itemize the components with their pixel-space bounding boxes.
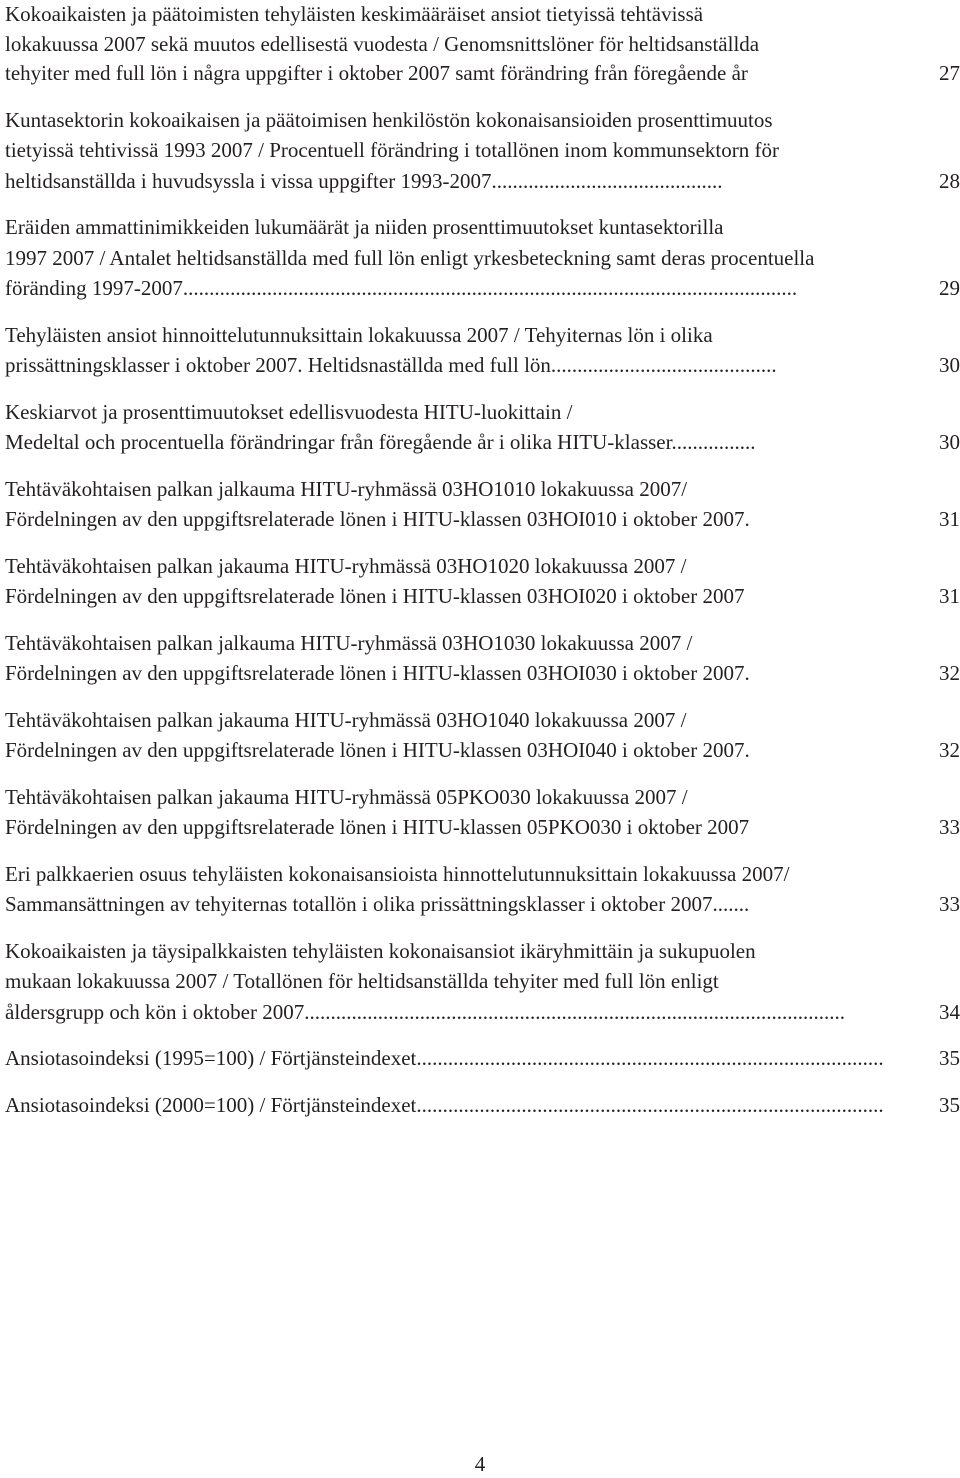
- toc-page-number: 28: [939, 168, 960, 193]
- toc-entry-line: Ansiotasoindeksi (1995=100) / Förtjänsteindexet: [5, 1046, 417, 1070]
- toc-entry-line: Fördelningen av den uppgiftsrelaterade lönen i HITU-klassen 03HOI040 i oktober 2007.: [5, 738, 750, 762]
- toc-entry: [5, 105, 960, 197]
- toc-entry-line: Fördelningen av den uppgiftsrelaterade lönen i HITU-klassen 03HOI030 i oktober 2007.: [5, 661, 750, 685]
- toc-entry-line: tietyissä tehtivissä 1993 2007 / Procentuell förändring i totallönen inom kommunsektorn för: [5, 138, 779, 162]
- toc-page-number: 33: [939, 892, 960, 916]
- dot-leader: ....................................................................................................................: [188, 276, 798, 300]
- toc-entry-line: 1997 2007 / Antalet heltidsanställda med full lön enligt yrkesbeteckning samt deras procentuella: [5, 245, 815, 270]
- toc-entry-line: Eräiden ammattinimikkeiden lukumäärät ja niiden prosenttimuutokset kuntasektorilla: [5, 215, 724, 239]
- toc-entry-line: Kokoaikaisten ja täysipalkkaisten tehyläisten kokonaisansiot ikäryhmittäin ja sukupuolen: [5, 938, 756, 963]
- toc-page-number: 30: [939, 430, 960, 454]
- toc-entry: [5, 628, 960, 689]
- toc-entry-line: mukaan lokakuussa 2007 / Totallönen för heltidsanställda tehyiter med full lön enligt: [5, 969, 719, 993]
- toc-entry: [5, 212, 960, 304]
- toc-entry-line: Tehtäväkohtaisen palkan jalkauma HITU-ryhmässä 03HO1030 lokakuussa 2007 /: [5, 630, 693, 655]
- page-number: 4: [474, 1452, 486, 1476]
- toc-entry-line: Tehyläisten ansiot hinnoittelutunnuksittain lokakuussa 2007 / Tehyiternas lön i olika: [5, 322, 713, 347]
- toc-entry-line: heltidsanställda i huvudsyssla i vissa uppgifter 1993-2007.: [5, 168, 497, 193]
- toc-entry-line: föränding 1997-2007.: [5, 276, 189, 300]
- toc-entry-line: Fördelningen av den uppgiftsrelaterade lönen i HITU-klassen 05PKO030 i oktober 2007: [5, 815, 750, 839]
- toc-page-number: 34: [939, 999, 960, 1024]
- toc-page-number: 31: [939, 584, 960, 608]
- toc-page-number: 32: [939, 661, 960, 685]
- toc-entry-line: Keskiarvot ja prosenttimuutokset edellisvuodesta HITU-luokittain /: [5, 399, 573, 424]
- toc-entry-line: Fördelningen av den uppgiftsrelaterade lönen i HITU-klassen 03HOI020 i oktober 2007: [5, 584, 745, 608]
- toc-entry-line: Kuntasektorin kokoaikaisen ja päätoimisen henkilöstön kokonaisansioiden prosenttimuutos: [5, 107, 773, 132]
- toc-entry: [5, 320, 960, 381]
- toc-entry: [5, 474, 960, 535]
- toc-page-number: 31: [939, 507, 960, 531]
- toc-entry-line: Tehtäväkohtaisen palkan jakauma HITU-ryhmässä 03HO1020 lokakuussa 2007 /: [5, 553, 687, 578]
- toc-entry: [5, 397, 960, 458]
- toc-page-number: 35: [939, 1092, 960, 1117]
- toc-entry: [5, 1090, 960, 1121]
- toc-page-number: 29: [939, 276, 960, 300]
- toc-page-number: 27: [939, 61, 960, 85]
- toc-entry-line: Kokoaikaisten ja päätoimisten tehyläisten keskimääräiset ansiot tietyissä tehtävissä: [5, 2, 704, 26]
- toc-page-number: 35: [939, 1046, 960, 1070]
- toc-entry-line: lokakuussa 2007 sekä muutos edellisestä vuodesta / Genomsnittslöner för heltidsanställda: [5, 31, 760, 56]
- toc-entry-line: Sammansättningen av tehyiternas totallön i olika prissättningsklasser i oktober 2007.: [5, 892, 718, 916]
- toc-entry: [5, 551, 960, 612]
- table-of-contents: [5, 0, 960, 1136]
- toc-entry-line: åldersgrupp och kön i oktober 2007: [5, 999, 305, 1024]
- toc-entry: [5, 0, 960, 89]
- toc-entry-line: Ansiotasoindeksi (2000=100) / Förtjänsteindexet: [5, 1092, 417, 1117]
- toc-entry-line: prissättningsklasser i oktober 2007. Heltidsnaställda med full lön: [5, 353, 551, 377]
- toc-entry: [5, 1043, 960, 1074]
- dot-leader: ...........................................: [496, 168, 723, 193]
- toc-entry-line: Tehtäväkohtaisen palkan jalkauma HITU-ryhmässä 03HO1010 lokakuussa 2007/: [5, 476, 688, 501]
- toc-entry: [5, 859, 960, 920]
- dot-leader: .......................................................................................................: [304, 999, 845, 1024]
- dot-leader: ......: [717, 892, 750, 916]
- toc-entry: [5, 705, 960, 766]
- toc-page-number: 32: [939, 738, 960, 762]
- dot-leader: .........................................................................................: [416, 1092, 884, 1117]
- toc-entry: [5, 782, 960, 843]
- toc-page-number: 33: [939, 815, 960, 839]
- toc-page-number: 30: [939, 353, 960, 377]
- toc-entry-line: Tehtäväkohtaisen palkan jakauma HITU-ryhmässä 05PKO030 lokakuussa 2007 /: [5, 784, 688, 809]
- dot-leader: ...............: [676, 430, 756, 454]
- dot-leader: .........................................................................................: [416, 1046, 884, 1070]
- toc-entry-line: tehyiter med full lön i några uppgifter i oktober 2007 samt förändring från föregående år: [5, 61, 748, 85]
- dot-leader: ...........................................: [550, 353, 777, 377]
- toc-entry-line: Eri palkkaerien osuus tehyläisten kokonaisansioista hinnottelutunnuksittain lokakuussa 2007/: [5, 861, 790, 886]
- toc-entry: [5, 936, 960, 1028]
- toc-entry-line: Medeltal och procentuella förändringar från föregående år i olika HITU-klasser.: [5, 430, 677, 454]
- toc-entry-line: Tehtäväkohtaisen palkan jakauma HITU-ryhmässä 03HO1040 lokakuussa 2007 /: [5, 707, 687, 732]
- toc-entry-line: Fördelningen av den uppgiftsrelaterade lönen i HITU-klassen 03HOI010 i oktober 2007.: [5, 507, 750, 531]
